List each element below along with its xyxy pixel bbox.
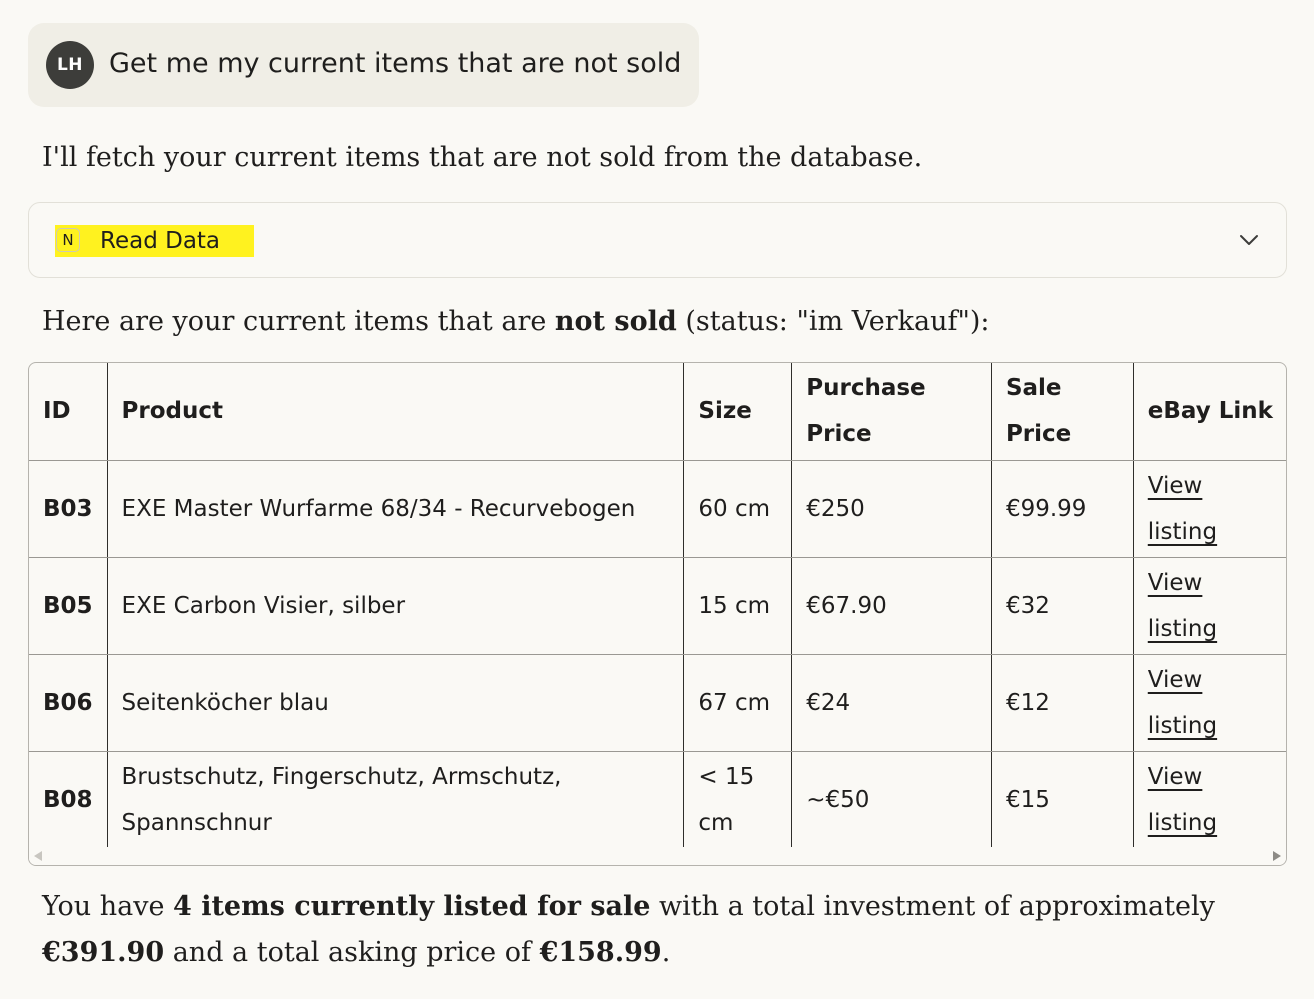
cell-ebay-link <box>1133 654 1287 751</box>
summary-part: with a total investment of approximately <box>650 891 1215 922</box>
table-row <box>29 557 1287 654</box>
cell-size: 67 cm <box>684 654 792 751</box>
view-listing-link[interactable]: View listing <box>1147 569 1218 642</box>
table-header-row <box>29 363 1287 460</box>
cell-sale-price: €32 <box>991 557 1133 654</box>
cell-sale-price: €12 <box>991 654 1133 751</box>
header-ebay-link: eBay Link <box>1133 363 1287 460</box>
table-row <box>29 654 1287 751</box>
notion-icon: N <box>56 228 80 252</box>
header-sale-price: Sale Price <box>991 363 1133 460</box>
cell-sale-price: €99.99 <box>991 460 1133 557</box>
tool-call-read-data[interactable] <box>28 202 1287 278</box>
summary-part: and a total asking price of <box>164 937 540 968</box>
header-id: ID <box>29 363 107 460</box>
summary-part: You have <box>42 891 174 922</box>
user-message-text: Get me my current items that are not sold <box>109 48 682 79</box>
summary-total-investment: €391.90 <box>42 937 165 968</box>
table-row <box>29 460 1287 557</box>
cell-ebay-link <box>1133 460 1287 557</box>
cell-purchase-price: ~€50 <box>792 751 992 848</box>
lead-bold: not sold <box>554 306 677 337</box>
cell-purchase-price: €24 <box>792 654 992 751</box>
items-table-container <box>28 362 1287 866</box>
cell-id: B08 <box>29 751 107 848</box>
cell-ebay-link <box>1133 751 1287 848</box>
tool-call-label: Read Data <box>100 228 221 254</box>
user-avatar: LH <box>46 41 94 89</box>
cell-product: EXE Master Wurfarme 68/34 - Recurvebogen <box>107 460 684 557</box>
view-listing-link[interactable]: View listing <box>1147 472 1218 545</box>
table-lead-text <box>42 304 990 340</box>
cell-purchase-price: €67.90 <box>792 557 992 654</box>
assistant-intro-text: I'll fetch your current items that are not sold from the database. <box>42 142 923 173</box>
chevron-down-icon[interactable] <box>1236 227 1262 253</box>
cell-sale-price: €15 <box>991 751 1133 848</box>
summary-item-count: 4 items currently listed for sale <box>173 891 651 922</box>
cell-product: Brustschutz, Fingerschutz, Armschutz, Spannschnur <box>107 751 684 848</box>
user-message-bubble <box>28 23 699 107</box>
lead-suffix: (status: "im Verkauf"): <box>676 306 990 337</box>
header-size: Size <box>684 363 792 460</box>
items-table <box>29 363 1287 848</box>
header-product: Product <box>107 363 684 460</box>
scroll-right-arrow-icon[interactable] <box>1273 851 1281 861</box>
lead-prefix: Here are your current items that are <box>42 306 555 337</box>
cell-size: < 15 cm <box>684 751 792 848</box>
cell-product: Seitenköcher blau <box>107 654 684 751</box>
cell-id: B06 <box>29 654 107 751</box>
horizontal-scrollbar[interactable] <box>29 847 1286 865</box>
summary-part: . <box>661 937 671 968</box>
cell-ebay-link <box>1133 557 1287 654</box>
cell-id: B03 <box>29 460 107 557</box>
cell-size: 15 cm <box>684 557 792 654</box>
cell-product: EXE Carbon Visier, silber <box>107 557 684 654</box>
cell-purchase-price: €250 <box>792 460 992 557</box>
scroll-left-arrow-icon[interactable] <box>34 851 42 861</box>
cell-size: 60 cm <box>684 460 792 557</box>
view-listing-link[interactable]: View listing <box>1147 763 1218 836</box>
table-row <box>29 751 1287 848</box>
cell-id: B05 <box>29 557 107 654</box>
view-listing-link[interactable]: View listing <box>1147 666 1218 739</box>
summary-text <box>42 884 1282 976</box>
summary-total-asking: €158.99 <box>539 937 662 968</box>
header-purchase-price: Purchase Price <box>792 363 992 460</box>
